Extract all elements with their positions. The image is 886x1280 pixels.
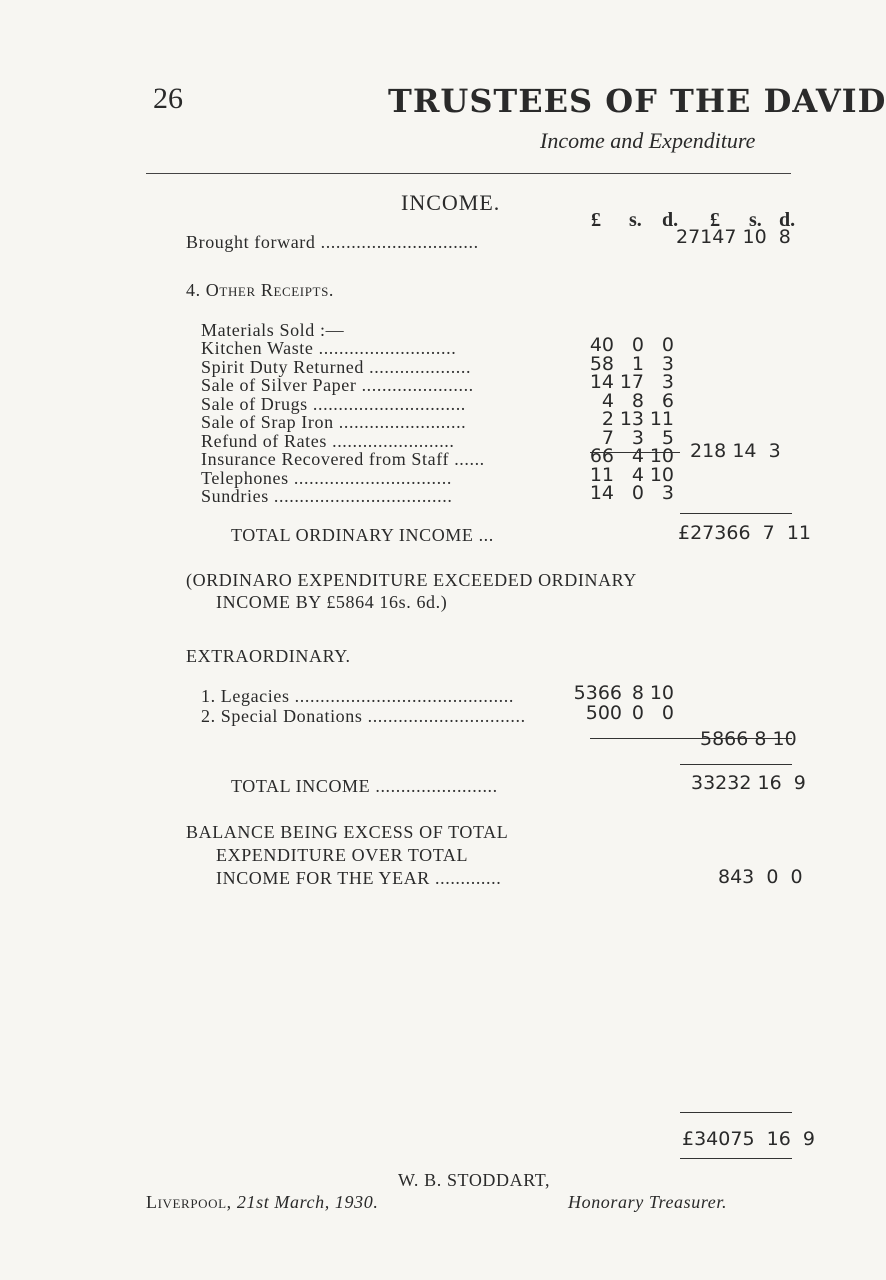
other-receipts-subtotal bbox=[690, 440, 781, 462]
signatory-role: Honorary Treasurer. bbox=[568, 1192, 728, 1212]
balance-amount bbox=[718, 866, 803, 888]
item-amount bbox=[586, 482, 686, 504]
total-income-amount bbox=[691, 772, 806, 794]
total-income-row bbox=[231, 776, 498, 797]
column-header-pence-2: d. bbox=[779, 209, 796, 231]
amount-pounds: 27147 bbox=[676, 226, 737, 248]
amount-pounds: 2 bbox=[601, 408, 614, 430]
amount-pence: 10 bbox=[649, 463, 674, 486]
total-ordinary-amount bbox=[678, 522, 811, 544]
amount-pence: 0 bbox=[661, 334, 674, 356]
amount-pounds: 66 bbox=[589, 445, 614, 467]
amount-pence: 8 bbox=[778, 226, 791, 248]
leader-dots: ............................... bbox=[293, 467, 452, 488]
amount-shillings: 4 bbox=[631, 445, 644, 467]
item-label: Refund of Rates bbox=[201, 430, 327, 451]
amount-pounds: 843 bbox=[718, 866, 755, 888]
amount-shillings: 8 bbox=[754, 728, 767, 750]
header-rule bbox=[146, 173, 791, 174]
brought-forward-row bbox=[186, 232, 479, 253]
amount-pounds: 500 bbox=[585, 702, 622, 724]
amount-shillings: 3 bbox=[631, 426, 644, 449]
amount-shillings: 17 bbox=[619, 371, 644, 393]
item-amount bbox=[570, 702, 686, 724]
leader-dots: ............................... bbox=[320, 232, 479, 252]
amount-pounds: 33232 bbox=[691, 772, 752, 794]
amount-pounds: 58 bbox=[589, 352, 614, 375]
amount-shillings: 14 bbox=[732, 440, 757, 462]
amount-pounds: 5866 bbox=[700, 728, 749, 750]
total-income-rule bbox=[680, 764, 792, 765]
excess-note-line-2: INCOME BY £5864 16s. 6d.) bbox=[216, 592, 448, 612]
item-label: Kitchen Waste bbox=[201, 338, 314, 358]
amount-pence: 11 bbox=[649, 408, 674, 430]
amount-pounds: £27366 bbox=[678, 522, 751, 544]
item-label: 2. Special Donations bbox=[201, 706, 363, 726]
amount-pence: 3 bbox=[661, 482, 674, 504]
amount-pence: 3 bbox=[661, 371, 674, 393]
balance-label: INCOME FOR THE YEAR bbox=[216, 868, 430, 888]
amount-shillings: 8 bbox=[631, 682, 644, 704]
grand-total-amount bbox=[682, 1128, 815, 1150]
leader-dots: ...................... bbox=[361, 375, 474, 395]
amount-shillings: 13 bbox=[619, 408, 644, 430]
page-title: TRUSTEES OF THE DAVID bbox=[388, 82, 886, 120]
item-label: Sundries bbox=[201, 486, 269, 506]
item-label: Telephones bbox=[201, 467, 289, 488]
leader-dots: ......................... bbox=[338, 412, 467, 432]
amount-pounds: 14 bbox=[589, 482, 614, 504]
amount-shillings: 1 bbox=[631, 352, 644, 375]
amount-pence: 10 bbox=[649, 682, 674, 704]
amount-shillings: 16 bbox=[757, 772, 782, 794]
balance-line-2: EXPENDITURE OVER TOTAL bbox=[216, 845, 469, 865]
amount-shillings: 16 bbox=[766, 1128, 791, 1150]
item-label: Insurance Recovered from Staff bbox=[201, 449, 450, 469]
amount-shillings: 0 bbox=[631, 334, 644, 356]
amount-pounds: 4 bbox=[601, 389, 614, 412]
column-header-shillings-2: s. bbox=[749, 209, 762, 231]
amount-pence: 10 bbox=[649, 445, 674, 467]
materials-sold-heading: Materials Sold :— bbox=[201, 320, 345, 340]
page-subtitle: Income and Expenditure bbox=[540, 128, 756, 153]
amount-pounds: 7 bbox=[601, 426, 614, 449]
grand-total-rule-bottom bbox=[680, 1158, 792, 1159]
total-income-label: TOTAL INCOME bbox=[231, 776, 371, 796]
section-title: INCOME. bbox=[401, 190, 501, 215]
leader-dots: ................................... bbox=[273, 486, 453, 506]
signatory-name: W. B. STODDART, bbox=[398, 1170, 551, 1190]
leader-dots: ............................... bbox=[367, 706, 526, 726]
total-ordinary-label: TOTAL ORDINARY INCOME ... bbox=[231, 525, 494, 545]
leader-dots: ........................... bbox=[318, 338, 457, 358]
amount-pence: 11 bbox=[786, 522, 811, 544]
balance-line-3 bbox=[216, 868, 501, 889]
grand-total-rule-top bbox=[680, 1112, 792, 1113]
item-label: Sale of Srap Iron bbox=[201, 412, 334, 432]
amount-pounds: 11 bbox=[589, 463, 614, 486]
amount-shillings: 0 bbox=[766, 866, 779, 888]
list-item bbox=[201, 486, 452, 507]
amount-pence: 5 bbox=[661, 426, 674, 449]
amount-pence: 9 bbox=[793, 772, 806, 794]
footer-place-date bbox=[146, 1192, 378, 1213]
balance-line-1: BALANCE BEING EXCESS OF TOTAL bbox=[186, 822, 509, 842]
brought-forward-amount bbox=[676, 226, 791, 248]
amount-pence: 0 bbox=[790, 866, 803, 888]
amount-shillings: 8 bbox=[631, 389, 644, 412]
item-amount bbox=[570, 682, 686, 704]
amount-shillings: 0 bbox=[631, 482, 644, 504]
list-item bbox=[201, 686, 514, 707]
column-header-pounds-2: £ bbox=[710, 209, 720, 231]
amount-pounds: 14 bbox=[589, 371, 614, 393]
amount-shillings: 7 bbox=[762, 522, 775, 544]
total-ordinary-rule bbox=[680, 513, 792, 514]
amount-pounds: 5366 bbox=[573, 682, 622, 704]
amount-pounds: 40 bbox=[589, 334, 614, 356]
item-label: 1. Legacies bbox=[201, 686, 290, 706]
leader-dots: .............................. bbox=[312, 393, 466, 414]
leader-dots: ...... bbox=[454, 449, 485, 469]
item-label: Sale of Silver Paper bbox=[201, 375, 357, 395]
amount-pounds: £34075 bbox=[682, 1128, 755, 1150]
amount-pence: 9 bbox=[802, 1128, 815, 1150]
amount-shillings: 10 bbox=[742, 226, 767, 248]
amount-pence: 10 bbox=[772, 728, 797, 750]
other-receipts-heading: 4. Other Receipts. bbox=[186, 280, 335, 300]
leader-dots: ........................ bbox=[375, 776, 498, 796]
extraordinary-heading: EXTRAORDINARY. bbox=[186, 646, 351, 666]
amount-pence: 6 bbox=[661, 389, 674, 412]
amount-shillings: 0 bbox=[631, 702, 644, 724]
page-number: 26 bbox=[153, 82, 183, 115]
leader-dots: .................... bbox=[369, 356, 472, 377]
leader-dots: ........................ bbox=[332, 430, 455, 451]
list-item bbox=[201, 706, 526, 727]
column-header-pounds: £ bbox=[591, 209, 601, 231]
extraordinary-subtotal bbox=[700, 728, 797, 750]
amount-pounds: 218 bbox=[690, 440, 727, 462]
amount-pence: 3 bbox=[661, 352, 674, 375]
amount-pence: 0 bbox=[661, 702, 674, 724]
column-header-pence: d. bbox=[662, 209, 679, 231]
column-header-shillings: s. bbox=[629, 209, 642, 231]
excess-note-line-1: (ORDINARO EXPENDITURE EXCEEDED ORDINARY bbox=[186, 570, 637, 590]
item-label: Sale of Drugs bbox=[201, 393, 308, 414]
footer-place: Liverpool, bbox=[146, 1192, 232, 1212]
item-label: Spirit Duty Returned bbox=[201, 356, 364, 377]
leader-dots: ........................................... bbox=[294, 686, 514, 706]
brought-forward-label: Brought forward bbox=[186, 232, 316, 252]
leader-dots: ............. bbox=[435, 868, 502, 888]
amount-pence: 3 bbox=[768, 440, 781, 462]
subtotal-rule bbox=[590, 452, 680, 453]
amount-shillings: 4 bbox=[631, 463, 644, 486]
footer-date: 21st March, 1930. bbox=[236, 1192, 379, 1212]
